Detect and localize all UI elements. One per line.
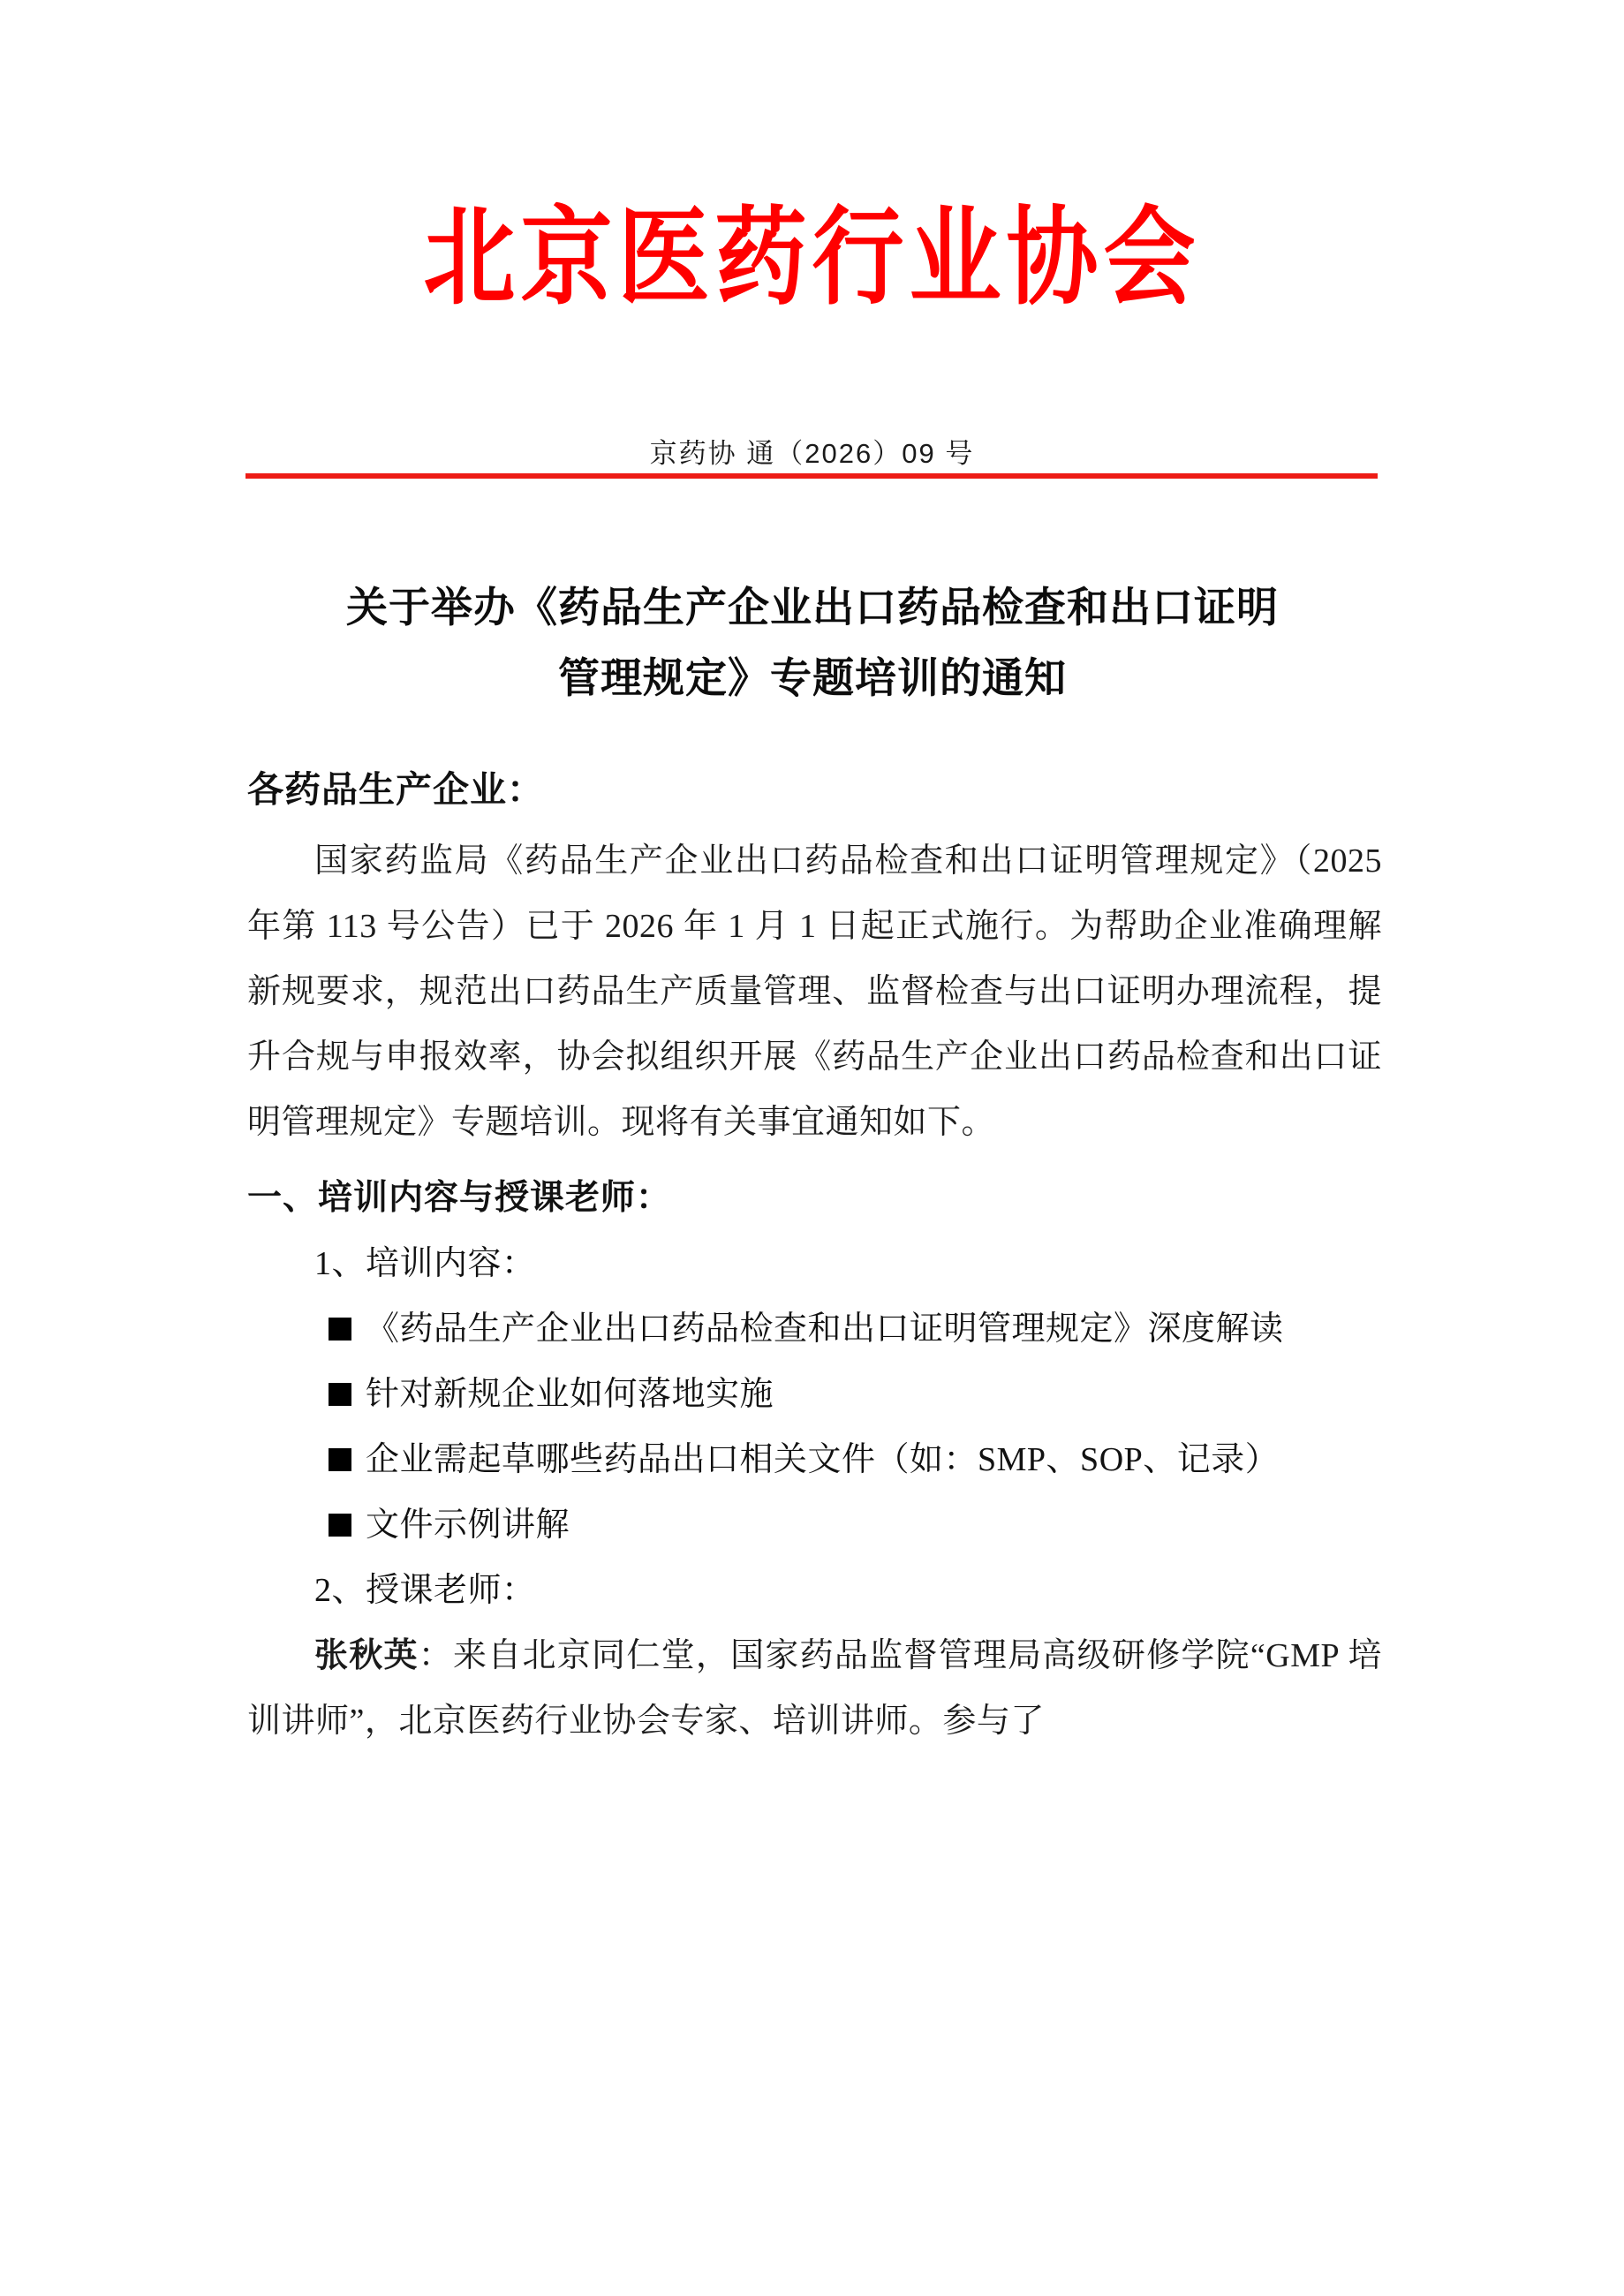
document-title-line-1: 关于举办《药品生产企业出口药品检查和出口证明	[346, 584, 1279, 631]
instructor-biography	[247, 1623, 1382, 1754]
organization-name: 北京医药行业协会	[423, 199, 1201, 318]
salutation: 各药品生产企业：	[247, 769, 544, 810]
square-bullet-icon	[329, 1318, 351, 1341]
red-divider-rule	[245, 473, 1378, 479]
list-item-label: 企业需起草哪些药品出口相关文件（如：SMP、SOP、记录）	[366, 1441, 1280, 1478]
document-number: 京药协 通（2026）09 号	[649, 438, 975, 469]
letterhead	[0, 199, 1624, 318]
list-item	[247, 1296, 1382, 1362]
document-body	[247, 758, 1382, 1754]
subsection-label-training-content: 1、培训内容：	[314, 1245, 536, 1282]
subsection-label-instructor: 2、授课老师：	[314, 1572, 536, 1609]
list-item	[247, 1492, 1382, 1558]
instructor-name: 张秋英	[314, 1637, 419, 1674]
list-item	[247, 1427, 1382, 1492]
intro-paragraph: 国家药监局《药品生产企业出口药品检查和出口证明管理规定》（2025 年第 113 号公告）已于 2026 年 1 月 1 日起正式施行。为帮助企业准确理解新规要求，规范出口药品生产质量管理、监督检查与出口证明办理流程，提升合规与申报效率，协会拟组织开展《药品生产企业出口药品检查和出口证明管理规定》专题培训。现将有关事宜通知如下。	[247, 842, 1382, 1141]
document-title-line-2: 管理规定》专题培训的通知	[558, 654, 1067, 701]
instructor-bio-text: ：来自北京同仁堂，国家药品监督管理局高级研修学院“GMP 培训讲师”，北京医药行业协会专家、培训讲师。参与了	[247, 1637, 1382, 1740]
list-item	[247, 1362, 1382, 1427]
section-heading-one: 一、培训内容与授课老师：	[247, 1179, 672, 1217]
list-item-label: 针对新规企业如何落地实施	[366, 1376, 774, 1413]
list-item-label: 文件示例讲解	[366, 1507, 570, 1544]
training-content-list	[247, 1296, 1382, 1558]
square-bullet-icon	[329, 1448, 351, 1471]
square-bullet-icon	[329, 1514, 351, 1537]
document-title	[256, 572, 1369, 714]
square-bullet-icon	[329, 1383, 351, 1406]
list-item-label: 《药品生产企业出口药品检查和出口证明管理规定》深度解读	[366, 1310, 1284, 1348]
